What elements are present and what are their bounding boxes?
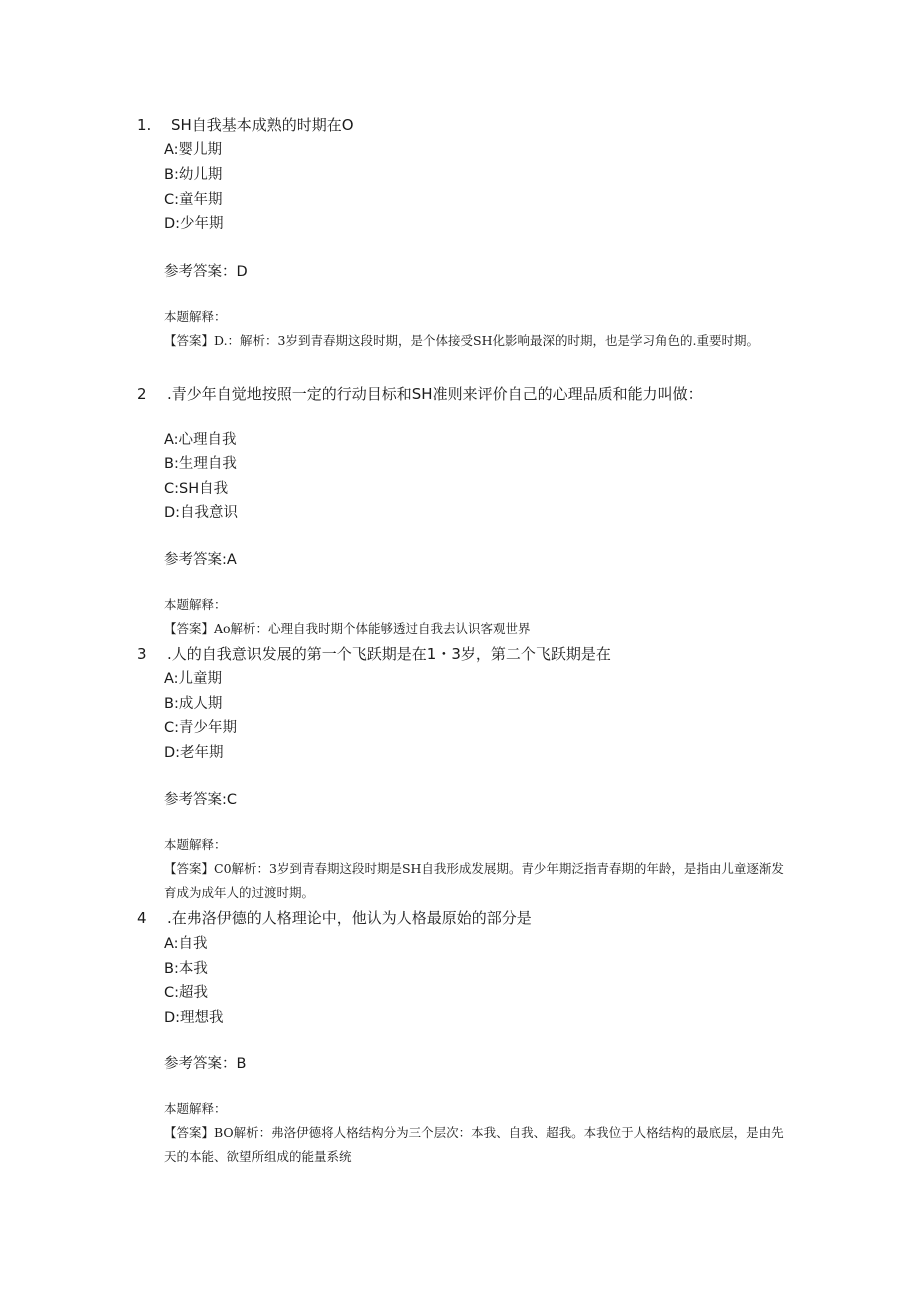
explanation-text: 【答案】Ao解析：心理自我时期个体能够透过自我去认识客观世界 [164, 621, 531, 636]
explanation-title: 本题解释： [164, 597, 227, 612]
reference-answer: 参考答案:C [164, 792, 238, 808]
reference-answer: 参考答案:A [164, 552, 237, 568]
question-number: 2 [137, 385, 147, 403]
question-number: 1. [137, 116, 152, 134]
explanation-title: 本题解释： [164, 309, 227, 324]
question-stem [137, 114, 354, 135]
question-text: SH自我基本成熟的时期在O [171, 116, 354, 134]
option-b: B:本我 [164, 961, 208, 977]
option-a: A:儿童期 [164, 671, 223, 687]
reference-answer: 参考答案：B [164, 1056, 247, 1072]
option-c: C:童年期 [164, 192, 223, 208]
question-text: .人的自我意识发展的第一个飞跃期是在1・3岁，第二个飞跃期是在 [167, 645, 611, 663]
question-text: .在弗洛伊德的人格理论中，他认为人格最原始的部分是 [167, 909, 532, 927]
option-d: D:自我意识 [164, 505, 239, 521]
option-a: A:心理自我 [164, 432, 237, 448]
question-number: 3 [137, 645, 147, 663]
question-stem [137, 383, 703, 404]
question-stem [137, 643, 611, 664]
option-c: C:SH自我 [164, 481, 229, 497]
question-stem [137, 907, 532, 928]
option-b: B:幼儿期 [164, 167, 223, 183]
option-a: A:婴儿期 [164, 142, 223, 158]
explanation-text: 【答案】D.：解析：3岁到青春期这段时期，是个体接受SH化影响最深的时期，也是学习角色的.重要时期。 [164, 333, 759, 348]
explanation-text: 【答案】C0解析：3岁到青春期这段时期是SH自我形成发展期。青少年期泛指青春期的年龄，是指由儿童逐渐发育成为成年人的过渡时期。 [164, 861, 784, 900]
option-d: D:理想我 [164, 1010, 224, 1026]
option-c: C:超我 [164, 985, 209, 1001]
option-b: B:生理自我 [164, 456, 237, 472]
option-a: A:自我 [164, 936, 208, 952]
option-b: B:成人期 [164, 696, 223, 712]
explanation-text: 【答案】BO解析：弗洛伊德将人格结构分为三个层次：本我、自我、超我。本我位于人格结构的最底层，是由先天的本能、欲望所组成的能量系统 [164, 1125, 784, 1164]
explanation-title: 本题解释： [164, 837, 227, 852]
explanation-title: 本题解释： [164, 1101, 227, 1116]
question-number: 4 [137, 909, 147, 927]
option-d: D:少年期 [164, 216, 224, 232]
question-text: .青少年自觉地按照一定的行动目标和SH准则来评价自己的心理品质和能力叫做： [167, 385, 703, 403]
option-c: C:青少年期 [164, 720, 238, 736]
reference-answer: 参考答案：D [164, 264, 248, 280]
option-d: D:老年期 [164, 745, 224, 761]
